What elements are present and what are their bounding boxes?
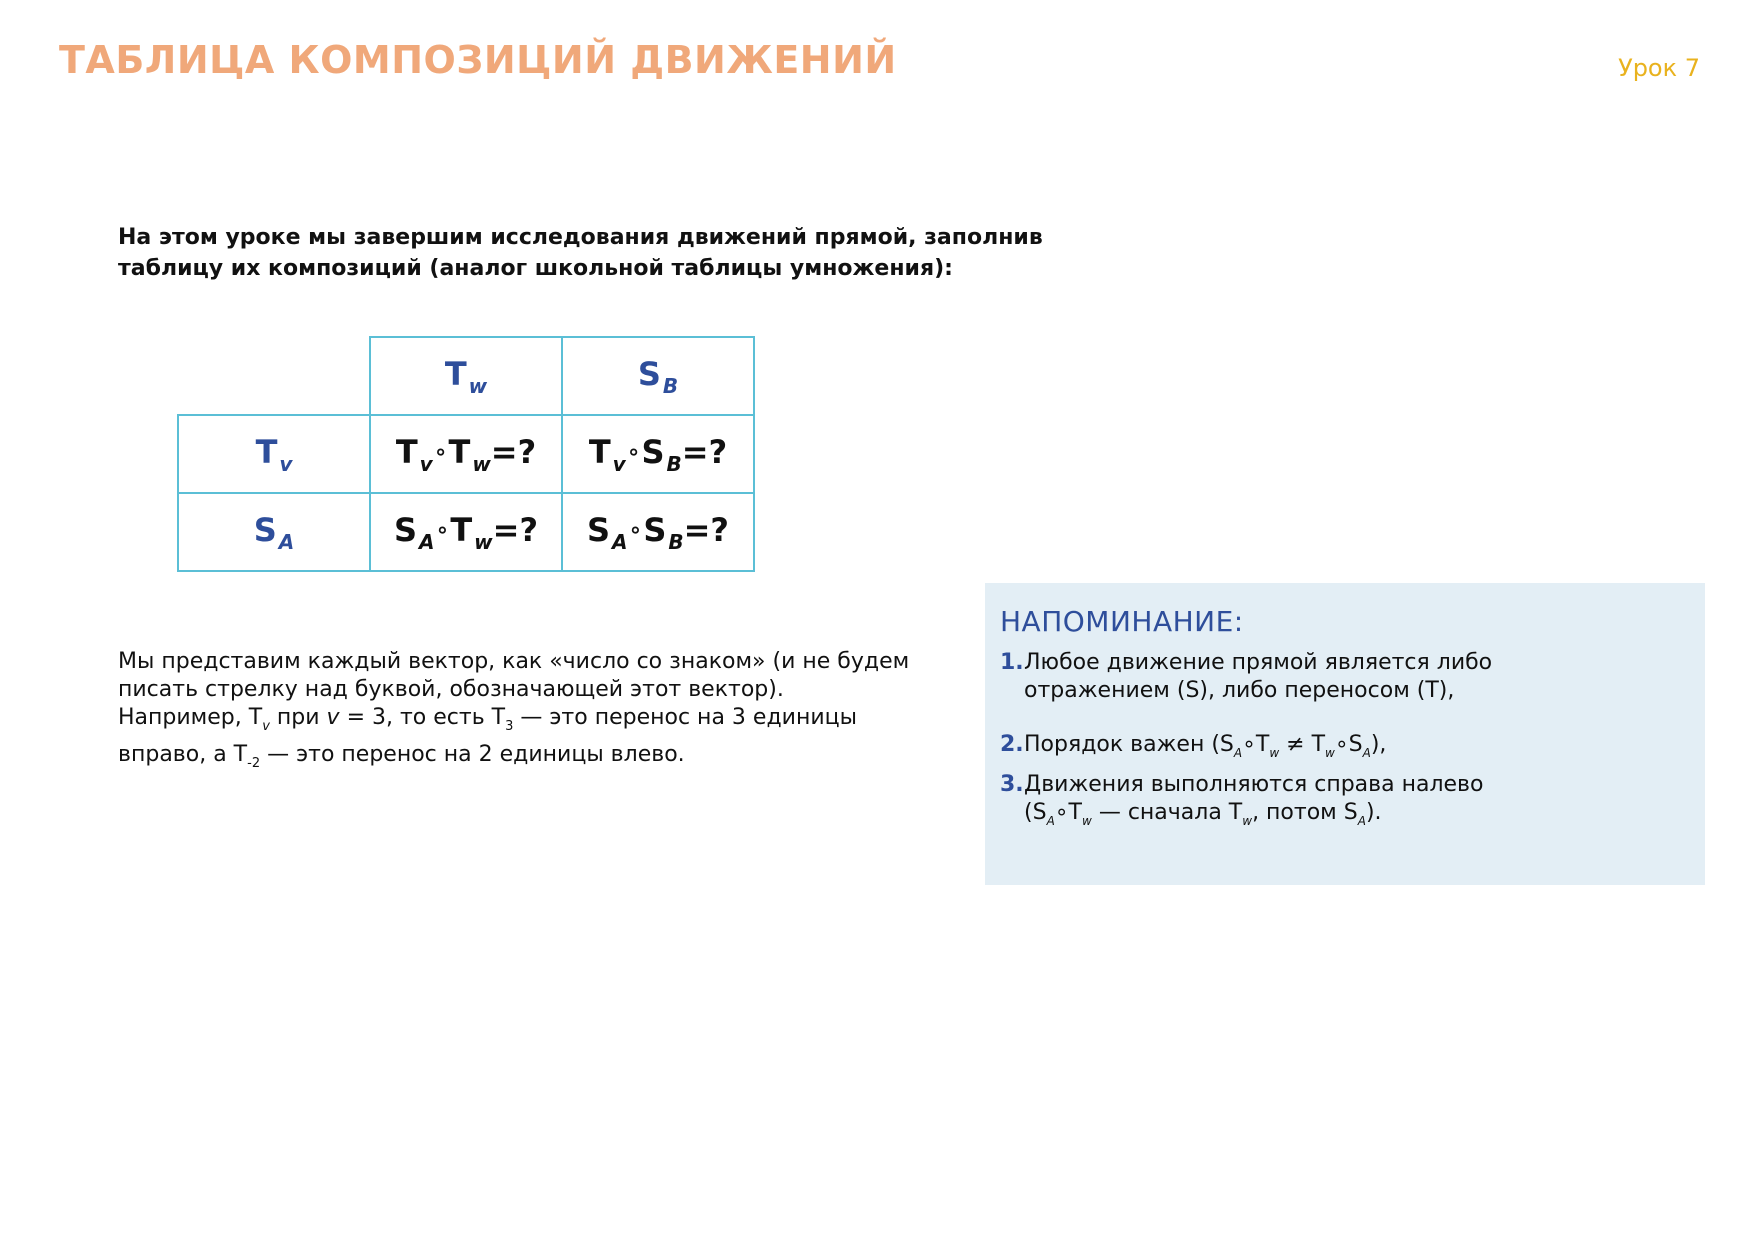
paragraph-line-3: Например, $T_v$ при v = 3, то есть $T_3$ — это перенос на 3 единицы xyxy=(118,705,857,734)
reminder-item-3: 3. Движения выполняются справа налево ($S_A\circ T_w$ — сначала $T_w$, потом $S_A$). xyxy=(1000,772,1484,828)
reminder-item-2: 2. Порядок важен ($S_A\circ T_w$ ≠ $T_w\circ S_A$), xyxy=(1000,732,1387,760)
paragraph-line-4: вправо, а $T_{-2}$ — это перенос на 2 единицы влево. xyxy=(118,742,685,771)
reminder-item-number: 3. xyxy=(1000,772,1024,797)
table-corner xyxy=(178,337,370,415)
reminder-item-number: 1. xyxy=(1000,650,1024,675)
row-header-tv: T $_v$ xyxy=(178,415,370,493)
intro-line-1: На этом уроке мы завершим исследования движений прямой, заполнив xyxy=(118,225,1043,250)
intro-text xyxy=(118,222,1048,284)
cell-tv-tw: T $_v$∘T $_w$=? xyxy=(370,415,562,493)
explanation-paragraph xyxy=(118,648,938,778)
col-header-tw: T $_w$ xyxy=(370,337,562,415)
table-row xyxy=(178,493,754,571)
col-header-sb: S $_B$ xyxy=(562,337,754,415)
table-row xyxy=(178,415,754,493)
paragraph-line-2: писать стрелку над буквой, обозначающей этот вектор). xyxy=(118,677,784,702)
lesson-number: Урок 7 xyxy=(1618,54,1700,82)
table-header-row xyxy=(178,337,754,415)
reminder-title: НАПОМИНАНИЕ: xyxy=(1000,605,1244,638)
reminder-item-1: 1. Любое движение прямой является либо отражением (S), либо переносом (T), xyxy=(1000,650,1493,703)
reminder-item-number: 2. xyxy=(1000,732,1024,757)
cell-tv-sb: T $_v$∘S $_B$=? xyxy=(562,415,754,493)
page-title: ТАБЛИЦА КОМПОЗИЦИЙ ДВИЖЕНИЙ xyxy=(59,38,897,82)
composition-table xyxy=(177,336,755,572)
cell-sa-tw: S $_A$∘T $_w$=? xyxy=(370,493,562,571)
reminder-box xyxy=(985,583,1705,885)
intro-line-2: таблицу их композиций (аналог школьной таблицы умножения): xyxy=(118,256,953,281)
cell-sa-sb: S $_A$∘S $_B$=? xyxy=(562,493,754,571)
row-header-sa: S $_A$ xyxy=(178,493,370,571)
paragraph-line-1: Мы представим каждый вектор, как «число со знаком» (и не будем xyxy=(118,649,910,674)
